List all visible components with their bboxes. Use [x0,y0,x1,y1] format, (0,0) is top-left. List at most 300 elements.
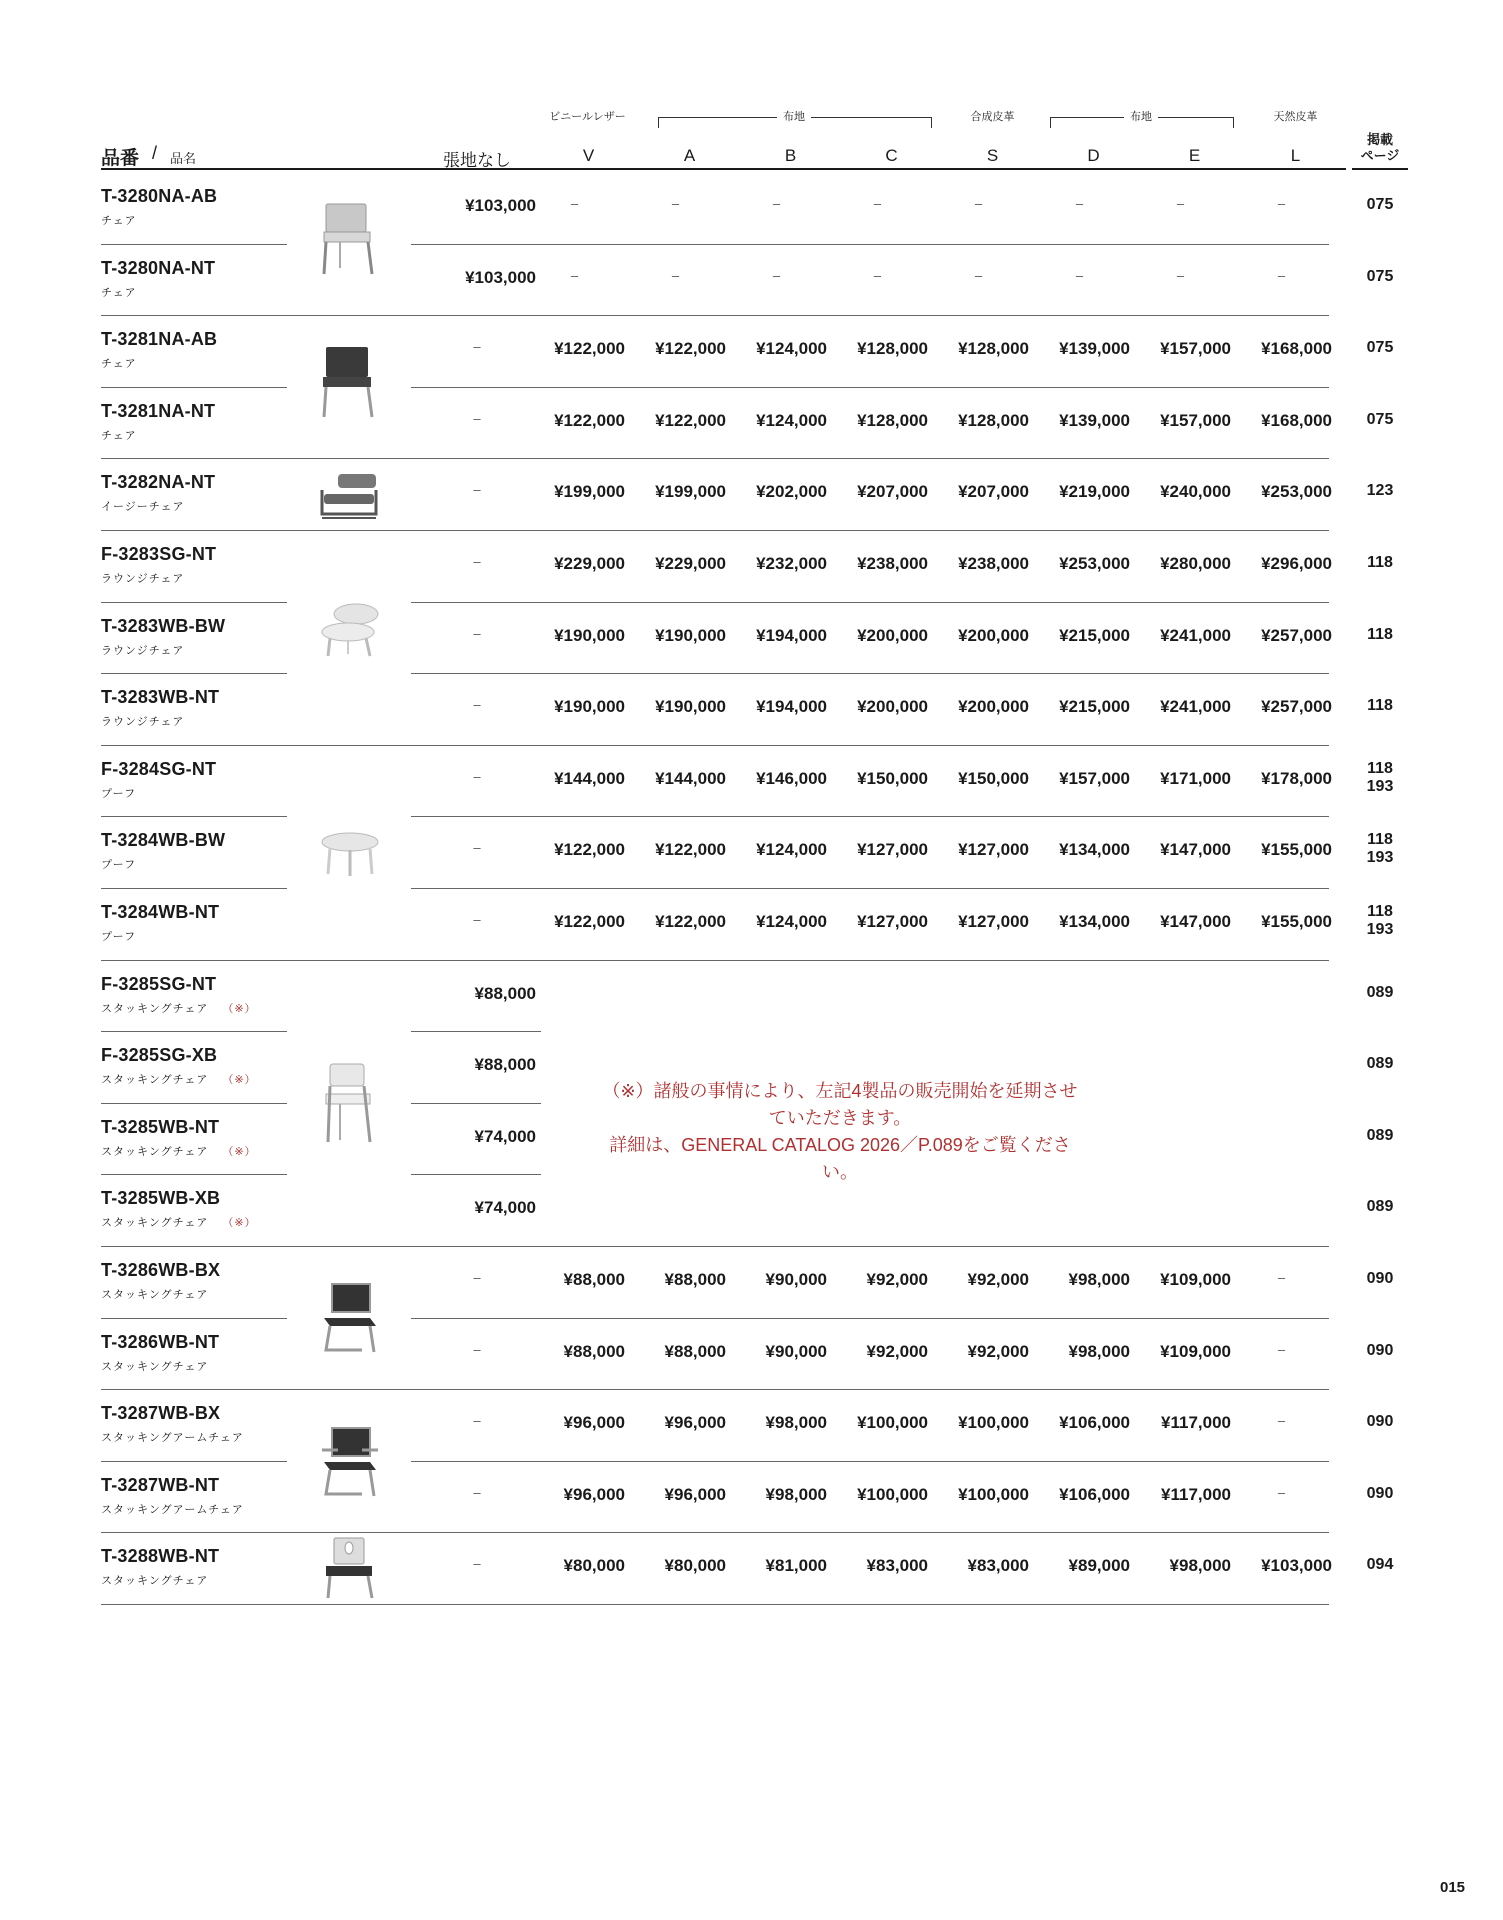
no-upholstery-price: – [473,840,481,856]
catalog-page-number: 090 [1366,1270,1394,1287]
price-cell-d: ¥98,000 [1068,1341,1130,1361]
row-rule-left [101,244,287,245]
price-cell-c: ¥238,000 [857,554,928,573]
delay-notice-line2: 詳細は、GENERAL CATALOG 2026／P.089をご覧ください。 [609,1135,1071,1182]
price-cell-v: ¥122,000 [554,840,625,860]
price-cell-e: ¥109,000 [1160,1341,1231,1361]
row-rule-right [411,1532,1329,1533]
price-cell-c: ¥128,000 [857,410,928,430]
product-code: T-3281NA-NT [101,400,216,421]
no-upholstery-price: – [473,768,481,784]
delay-mark: （※） [222,1217,257,1230]
product-name [101,1358,208,1374]
chair-image-t3288 [320,1536,380,1602]
row-rule-left [101,673,287,674]
delay-mark: （※） [222,1145,257,1158]
row-rule-right [411,745,1329,746]
product-name-text: スタッキングチェア [101,1217,209,1230]
product-name [101,1071,257,1087]
no-upholstery-price: ¥88,000 [474,1055,536,1075]
price-cell-a: ¥144,000 [655,768,726,788]
chair-image-t3284 [318,830,382,880]
product-code: F-3285SG-XB [101,1045,218,1066]
row-rule-right [411,458,1329,459]
price-cell-b: ¥232,000 [756,554,827,573]
row-rule-left [101,458,411,459]
price-cell-d: ¥106,000 [1059,1413,1130,1433]
price-cell-d: – [1075,267,1084,283]
price-cell-c: ¥83,000 [866,1556,928,1576]
header-slash: / [152,143,158,163]
catalog-page-number: 118 [1367,554,1393,571]
row-rule-left [101,888,287,889]
price-cell-s: ¥128,000 [958,410,1029,430]
product-name [101,212,137,228]
price-cell-c: ¥200,000 [857,697,928,717]
row-rule-left [101,1031,287,1032]
header-page-ref [1350,132,1410,164]
no-upholstery-price: – [473,625,481,641]
catalog-page-number: 075 [1366,267,1394,285]
row-rule-right [411,1174,541,1175]
catalog-page-ref [1350,1485,1410,1503]
catalog-page-number: 090 [1366,1413,1394,1431]
price-cell-c: ¥100,000 [857,1413,928,1433]
product-code: F-3283SG-NT [101,544,217,564]
price-cell-b: ¥194,000 [756,697,827,717]
product-name [101,713,184,729]
product-name-text: スタッキングチェア [101,1145,209,1158]
product-name-text: プーフ [101,931,137,943]
catalog-page-ref [1350,1127,1410,1145]
no-upholstery-price: – [473,410,481,426]
price-cell-c: ¥128,000 [857,339,928,359]
product-code: T-3284WB-NT [101,902,220,922]
price-cell-e: ¥280,000 [1160,554,1231,573]
price-cell-d: ¥134,000 [1059,840,1130,860]
price-cell-s: ¥207,000 [958,482,1029,502]
price-cell-e: ¥241,000 [1160,697,1231,717]
price-cell-d: ¥139,000 [1059,410,1130,430]
row-rule-left [101,315,411,316]
product-name-text: スタッキングチェア [101,1074,209,1087]
chair-image-t3281 [318,343,380,421]
row-rule-left [101,1174,287,1175]
catalog-page-number: 118 [1367,759,1393,777]
no-upholstery-price: ¥103,000 [465,267,536,287]
catalog-page-number: 193 [1366,777,1394,795]
catalog-page-number: 118 [1367,831,1393,849]
product-name-text: スタッキングチェア [101,1360,209,1373]
header-no-upholstery: 張地なし [443,151,511,170]
catalog-page-number: 075 [1366,196,1394,213]
price-cell-a: ¥96,000 [664,1413,726,1433]
price-cell-b: ¥90,000 [765,1341,827,1361]
row-rule-right [411,673,1329,674]
row-rule-right [411,530,1329,531]
product-name-text: チェア [101,215,137,227]
price-cell-s: ¥92,000 [967,1341,1029,1361]
product-name [101,642,184,658]
header-rule-right [411,168,1346,170]
price-cell-d: ¥98,000 [1068,1270,1130,1289]
product-code: T-3285WB-XB [101,1188,221,1209]
price-cell-v: ¥190,000 [554,697,625,717]
price-cell-a: ¥80,000 [664,1556,726,1576]
price-cell-b: ¥98,000 [765,1413,827,1433]
group-label-natural-leather: 天然皮革 [1273,111,1318,123]
catalog-page-ref [1350,1342,1410,1360]
delay-notice [600,1078,1080,1186]
no-upholstery-price: – [473,554,481,569]
price-cell-b: – [772,196,781,211]
chair-image-t3280 [318,200,380,278]
price-cell-l: – [1277,1341,1286,1357]
col-header-d: D [1087,146,1100,165]
group-label-fabric-2: 布地 [1124,108,1158,124]
price-cell-a: ¥229,000 [655,554,726,573]
catalog-page-ref [1350,903,1410,939]
price-cell-c: ¥100,000 [857,1484,928,1504]
price-cell-c: ¥92,000 [866,1270,928,1289]
row-rule-right [411,1604,1329,1605]
price-cell-c: ¥92,000 [866,1341,928,1361]
col-header-v: V [582,146,595,165]
header-rule-page [1352,168,1408,170]
row-rule-right [411,1103,541,1104]
price-cell-e: ¥147,000 [1160,912,1231,931]
price-cell-l: – [1277,267,1286,283]
no-upholstery-price: – [473,339,481,355]
row-rule-left [101,1318,287,1319]
col-header-l: L [1290,146,1301,165]
product-code: T-3287WB-NT [101,1474,220,1495]
delay-mark: （※） [222,1002,257,1015]
product-code: T-3285WB-NT [101,1116,220,1137]
product-name [101,1143,257,1159]
page-number: 015 [1440,1879,1466,1896]
price-cell-s: – [974,267,983,283]
catalog-page-number: 089 [1366,1055,1394,1073]
catalog-page-number: 090 [1366,1341,1394,1359]
product-name [101,856,136,872]
row-rule-left [101,1461,287,1462]
product-name-text: スタッキングチェア [101,1289,209,1301]
price-cell-b: ¥81,000 [765,1556,827,1576]
price-cell-v: ¥88,000 [563,1270,625,1289]
price-cell-b: ¥124,000 [756,840,827,860]
product-code: T-3280NA-AB [101,186,218,206]
price-cell-d: ¥253,000 [1059,554,1130,573]
product-name [101,1286,208,1302]
catalog-page-ref [1350,196,1410,214]
price-cell-c: – [873,196,882,211]
price-cell-v: ¥144,000 [554,768,625,788]
catalog-page-number: 123 [1366,482,1394,500]
product-code: T-3288WB-NT [101,1546,220,1567]
price-cell-e: ¥117,000 [1161,1484,1231,1504]
product-code: T-3283WB-NT [101,687,220,708]
col-header-a: A [683,146,696,165]
row-rule-right [411,1461,1329,1462]
row-rule-right [411,816,1329,817]
delay-notice-line1: （※）諸般の事情により、左記4製品の販売開始を延期させていただきます。 [602,1081,1078,1128]
price-cell-d: ¥139,000 [1059,339,1130,359]
price-cell-v: ¥122,000 [554,339,625,359]
price-cell-v: – [570,196,579,211]
price-cell-v: ¥190,000 [554,625,625,645]
header-page-ref-line2: ページ [1360,148,1400,163]
price-cell-v: ¥96,000 [563,1484,625,1504]
catalog-page-number: 118 [1367,903,1393,920]
no-upholstery-price: – [473,1341,481,1357]
price-cell-l: – [1277,1270,1286,1285]
no-upholstery-price: – [473,912,481,927]
price-cell-s: ¥92,000 [967,1270,1029,1289]
price-cell-l: ¥296,000 [1261,554,1332,573]
catalog-page-ref [1350,697,1410,715]
catalog-page-ref [1350,339,1410,357]
row-rule-left [101,1532,411,1533]
price-cell-v: ¥199,000 [554,482,625,502]
product-code: T-3283WB-BW [101,615,226,636]
price-cell-v: – [570,267,579,283]
price-cell-e: ¥157,000 [1160,339,1231,359]
price-cell-e: ¥171,000 [1160,768,1231,788]
catalog-page-ref [1350,831,1410,867]
row-rule-left [101,960,411,961]
price-cell-s: ¥100,000 [958,1413,1029,1433]
product-code: T-3280NA-NT [101,257,216,278]
no-upholstery-price: – [473,1413,481,1429]
price-cell-d: ¥215,000 [1059,625,1130,645]
price-cell-a: – [671,267,680,283]
price-cell-d: ¥89,000 [1068,1556,1130,1576]
no-upholstery-price: – [473,697,481,713]
row-rule-right [411,1318,1329,1319]
price-cell-l: ¥103,000 [1261,1556,1332,1576]
row-rule-right [411,387,1329,388]
header-product-number: 品番 [101,148,140,169]
catalog-page-ref [1350,1198,1410,1216]
product-name-text: プーフ [101,787,137,800]
catalog-page-number: 089 [1366,983,1394,1001]
product-name [101,785,136,801]
product-name [101,1572,208,1588]
col-header-b: B [784,146,797,165]
no-upholstery-price: – [473,1270,481,1285]
price-cell-s: – [974,196,983,211]
product-name [101,1429,244,1445]
row-rule-right [411,315,1329,316]
row-rule-right [411,602,1329,603]
price-cell-b: ¥98,000 [765,1484,827,1504]
price-cell-b: ¥194,000 [756,625,827,645]
price-cell-s: ¥83,000 [967,1556,1029,1576]
catalog-page-ref [1350,482,1410,500]
price-cell-v: ¥122,000 [554,410,625,430]
price-cell-v: ¥80,000 [563,1556,625,1576]
price-cell-e: ¥98,000 [1169,1556,1231,1576]
catalog-page-ref [1350,268,1410,286]
price-cell-l: – [1277,196,1286,211]
chair-image-t3282 [318,470,380,522]
catalog-page-number: 075 [1366,339,1394,357]
price-cell-s: ¥200,000 [958,625,1029,645]
product-code: F-3285SG-NT [101,973,217,994]
product-name-text: スタッキングチェア [101,1575,209,1588]
price-cell-s: ¥127,000 [958,840,1029,860]
catalog-page-ref [1350,1556,1410,1574]
price-cell-c: ¥200,000 [857,625,928,645]
price-cell-b: ¥146,000 [756,768,827,788]
price-cell-l: – [1277,1413,1286,1429]
chair-image-t3287 [318,1424,382,1500]
price-cell-s: ¥200,000 [958,697,1029,717]
product-code: T-3281NA-AB [101,329,218,350]
price-cell-v: ¥96,000 [563,1413,625,1433]
chair-image-t3285 [318,1060,382,1146]
no-upholstery-price: – [473,1484,481,1500]
price-cell-e: ¥117,000 [1161,1413,1231,1433]
price-cell-b: ¥124,000 [756,339,827,359]
price-cell-d: – [1075,196,1084,211]
catalog-page-number: 094 [1366,1556,1394,1574]
product-name-text: スタッキングチェア [101,1002,209,1015]
col-header-s: S [986,146,999,165]
price-cell-s: ¥238,000 [958,554,1029,573]
catalog-page-number: 089 [1366,1198,1394,1216]
row-rule-left [101,816,287,817]
chair-image-t3283 [318,600,382,660]
product-name [101,1501,244,1517]
price-cell-c: ¥127,000 [857,840,928,860]
product-name-text: ラウンジチェア [101,716,185,729]
price-cell-l: ¥168,000 [1261,339,1332,359]
product-code: T-3284WB-BW [101,830,226,851]
price-cell-a: ¥122,000 [655,840,726,860]
catalog-page-ref [1350,626,1410,644]
catalog-page-number: 118 [1367,697,1393,715]
price-cell-d: ¥134,000 [1059,912,1130,931]
product-name [101,355,137,371]
price-cell-a: ¥96,000 [664,1484,726,1504]
row-rule-left [101,387,287,388]
price-cell-s: ¥127,000 [958,912,1029,931]
price-cell-e: ¥157,000 [1160,410,1231,430]
product-name-text: スタッキングアームチェア [101,1432,244,1445]
catalog-page-number: 090 [1366,1484,1394,1502]
row-rule-left [101,530,411,531]
price-cell-b: ¥202,000 [756,482,827,502]
no-upholstery-price: ¥74,000 [474,1126,536,1146]
row-rule-left [101,1103,287,1104]
product-name-text: ラウンジチェア [101,644,185,657]
catalog-page-number: 089 [1366,1126,1394,1144]
col-header-e: E [1188,146,1201,165]
price-cell-l: ¥168,000 [1261,410,1332,430]
price-cell-a: ¥122,000 [655,410,726,430]
product-name-text: チェア [101,429,137,442]
catalog-page-ref [1350,411,1410,429]
price-cell-l: ¥155,000 [1261,840,1332,860]
price-cell-d: ¥215,000 [1059,697,1130,717]
price-cell-v: ¥229,000 [554,554,625,573]
price-cell-l: ¥257,000 [1261,697,1332,717]
catalog-page-ref [1350,554,1410,572]
no-upholstery-price: ¥74,000 [474,1198,536,1218]
price-cell-c: – [873,267,882,283]
header-page-ref-line1: 掲載 [1366,132,1393,147]
price-cell-e: ¥240,000 [1160,482,1231,502]
product-name [101,570,184,586]
price-cell-a: ¥190,000 [655,697,726,717]
row-rule-right [411,244,1329,245]
price-cell-v: ¥122,000 [554,912,625,931]
row-rule-left [101,745,411,746]
price-cell-a: ¥190,000 [655,625,726,645]
chair-image-t3286 [318,1280,382,1356]
product-code: T-3286WB-NT [101,1331,220,1352]
header-rule-left [101,168,411,170]
product-name [101,1214,257,1230]
price-cell-d: ¥219,000 [1059,482,1130,502]
price-cell-s: ¥150,000 [958,768,1029,788]
catalog-page-number: 118 [1367,625,1393,643]
catalog-page-number: 193 [1366,849,1394,867]
catalog-page-ref [1350,760,1410,796]
product-code: F-3284SG-NT [101,758,217,779]
price-cell-e: ¥109,000 [1160,1270,1231,1289]
row-rule-right [411,1031,541,1032]
delay-mark: （※） [222,1074,257,1087]
product-name [101,928,136,944]
row-rule-right [411,960,1329,961]
product-name-text: ラウンジチェア [101,573,185,585]
header-product-name: 品名 [170,151,197,166]
price-cell-e: ¥241,000 [1160,625,1231,645]
group-label-fabric-1: 布地 [777,108,811,124]
price-cell-a: ¥88,000 [664,1341,726,1361]
product-name-text: スタッキングアームチェア [101,1503,244,1516]
price-cell-e: – [1176,196,1185,211]
product-name-text: プーフ [101,859,137,872]
product-name-text: チェア [101,286,137,299]
product-name [101,498,184,514]
group-label-synthetic-leather: 合成皮革 [970,111,1015,123]
price-cell-b: ¥124,000 [756,912,827,931]
product-name [101,427,137,443]
price-cell-b: ¥90,000 [765,1270,827,1289]
price-cell-l: ¥253,000 [1261,482,1332,502]
catalog-page-number: 193 [1366,921,1394,938]
col-header-c: C [885,146,898,165]
catalog-page-ref [1350,1055,1410,1073]
price-cell-a: ¥199,000 [655,482,726,502]
catalog-page-ref [1350,1413,1410,1431]
price-cell-c: ¥127,000 [857,912,928,931]
price-cell-l: – [1277,1484,1286,1500]
price-cell-e: ¥147,000 [1160,840,1231,860]
product-code: T-3286WB-BX [101,1260,221,1280]
price-cell-v: ¥88,000 [563,1341,625,1361]
price-cell-a: – [671,196,680,211]
catalog-page-ref [1350,1270,1410,1288]
price-cell-d: ¥106,000 [1059,1484,1130,1504]
row-rule-left [101,1389,411,1390]
price-cell-c: ¥207,000 [857,482,928,502]
no-upholstery-price: – [473,1556,481,1572]
